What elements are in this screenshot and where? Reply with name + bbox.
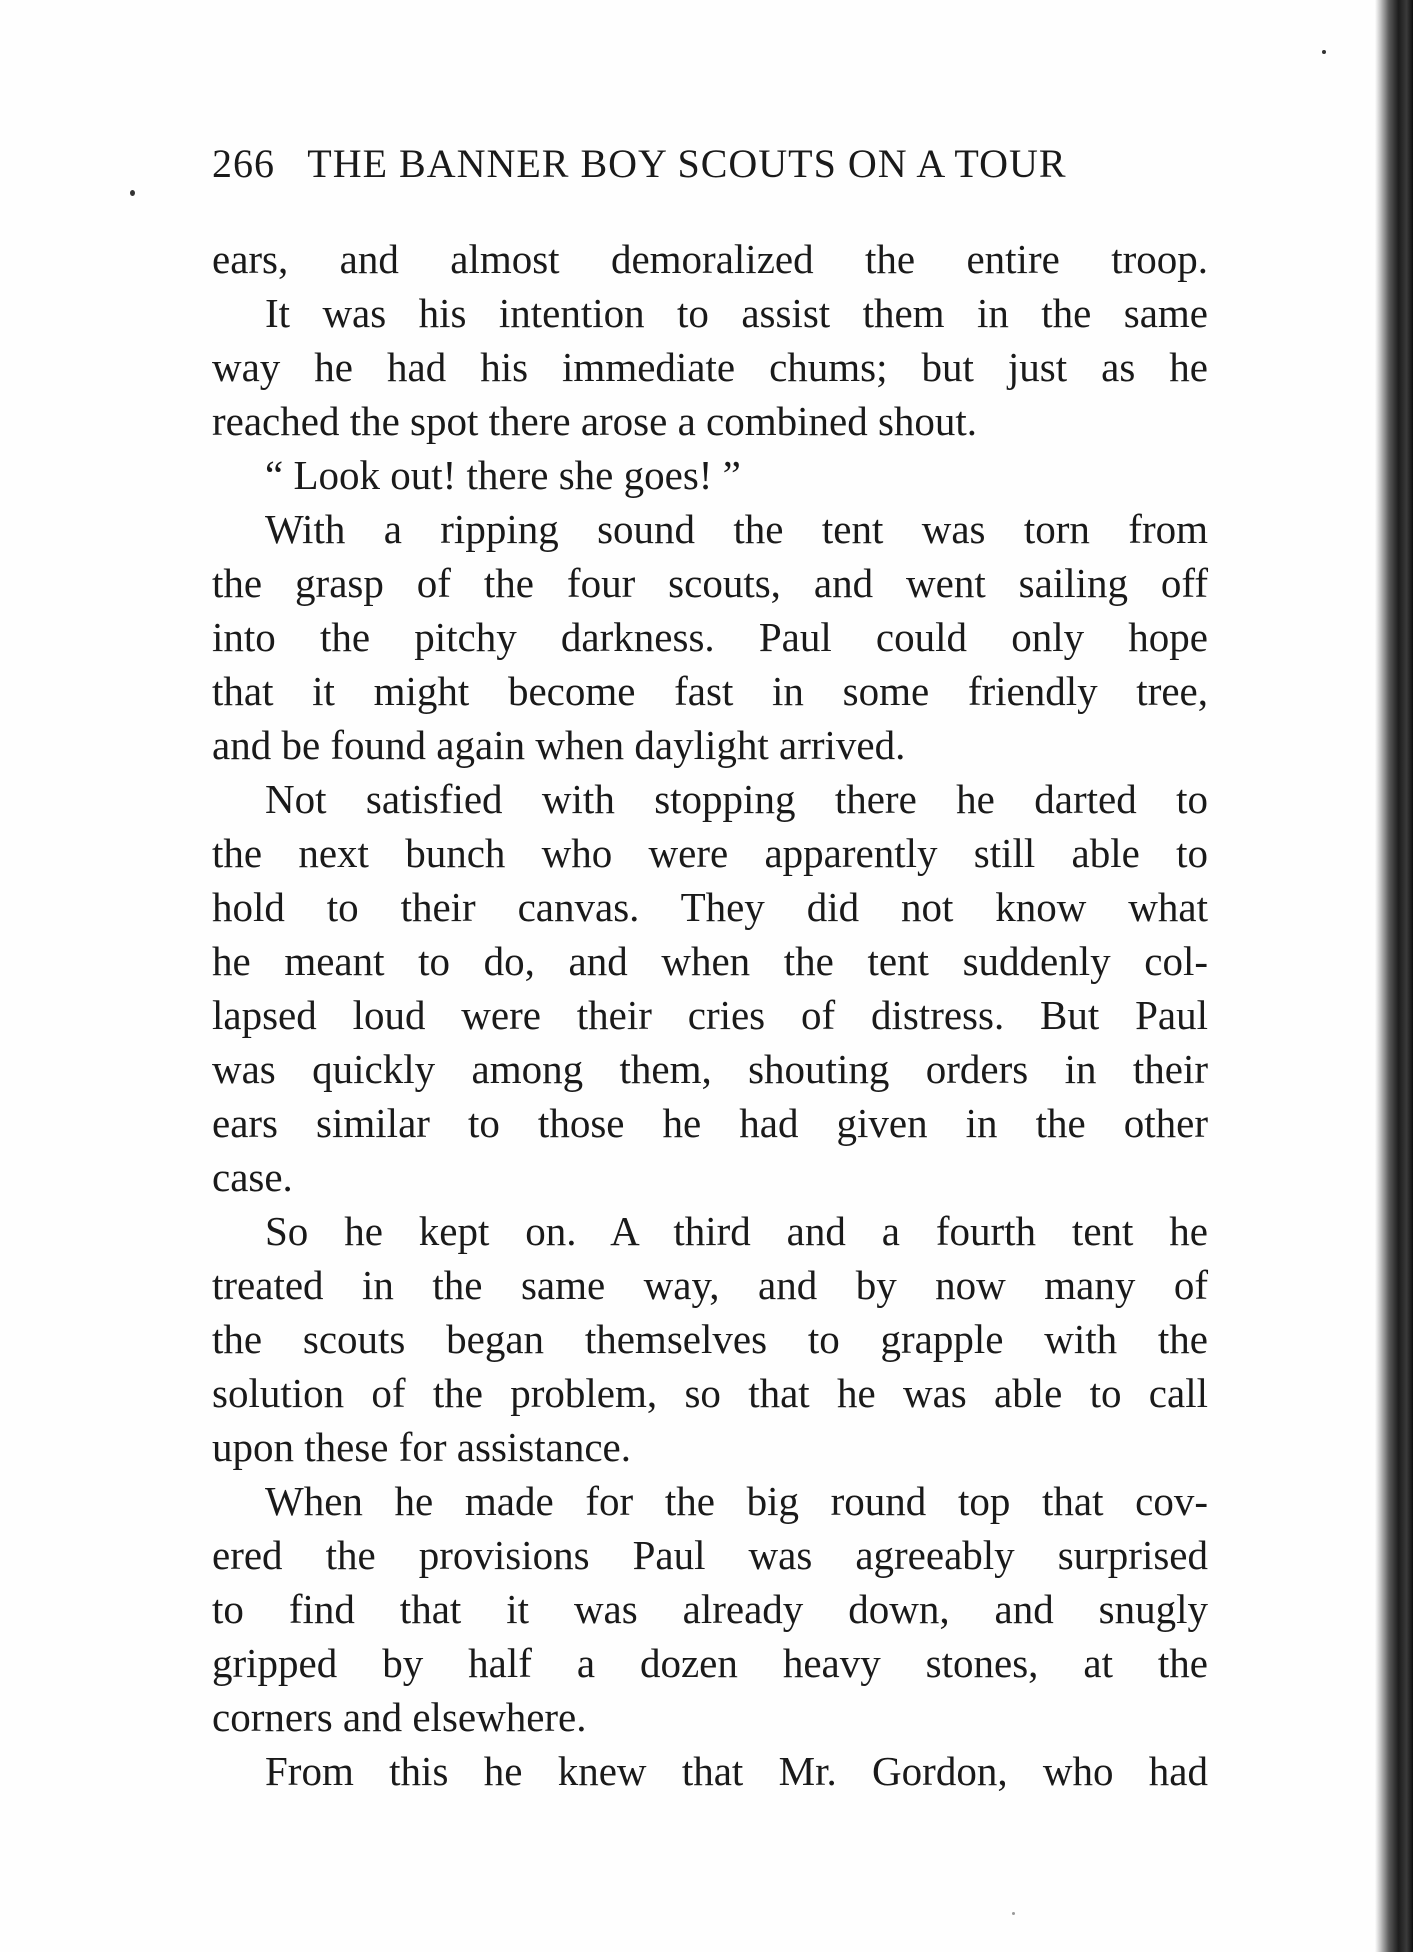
text-line: ears similar to those he had given in the other <box>212 1100 1208 1146</box>
text-line: reached the spot there arose a combined shout. <box>212 398 978 444</box>
text-line: lapsed loud were their cries of distress. But Paul <box>212 992 1208 1038</box>
text-line: case. <box>212 1154 293 1200</box>
text-line: It was his intention to assist them in the same <box>265 290 1208 336</box>
text-line: Not satisfied with stopping there he darted to <box>265 776 1208 822</box>
body-text <box>212 232 1208 1798</box>
text-line: gripped by half a dozen heavy stones, at the <box>212 1640 1208 1686</box>
print-speck <box>1012 1912 1015 1915</box>
text-line: upon these for assistance. <box>212 1424 631 1470</box>
text-line: “ Look out! there she goes! ” <box>265 452 741 498</box>
text-line: the next bunch who were apparently still able to <box>212 830 1208 876</box>
text-line: From this he knew that Mr. Gordon, who had <box>265 1748 1208 1794</box>
text-line: So he kept on. A third and a fourth tent he <box>265 1208 1208 1254</box>
print-speck <box>130 190 135 196</box>
text-line: he meant to do, and when the tent suddenly col- <box>212 938 1208 984</box>
text-line: ered the provisions Paul was agreeably surprised <box>212 1532 1208 1578</box>
text-line: treated in the same way, and by now many of <box>212 1262 1208 1308</box>
text-line: way he had his immediate chums; but just as he <box>212 344 1208 390</box>
text-line: ears, and almost demoralized the entire troop. <box>212 236 1208 282</box>
text-line: to find that it was already down, and snugly <box>212 1586 1208 1632</box>
text-line: and be found again when daylight arrived. <box>212 722 906 768</box>
text-line: was quickly among them, shouting orders in their <box>212 1046 1208 1092</box>
text-line: When he made for the big round top that cov- <box>265 1478 1208 1524</box>
text-line: solution of the problem, so that he was able to call <box>212 1370 1208 1416</box>
text-line: that it might become fast in some friendly tree, <box>212 668 1208 714</box>
text-line: corners and elsewhere. <box>212 1694 587 1740</box>
text-line: With a ripping sound the tent was torn from <box>265 506 1208 552</box>
text-line: into the pitchy darkness. Paul could only hope <box>212 614 1208 660</box>
page-number: 266 <box>212 141 275 186</box>
text-line: the grasp of the four scouts, and went sailing off <box>212 560 1208 606</box>
print-speck <box>1322 50 1326 54</box>
scanned-binding-edge <box>1381 0 1413 1952</box>
running-title: THE BANNER BOY SCOUTS ON A TOUR <box>307 141 1067 186</box>
running-head <box>212 140 1208 187</box>
text-line: hold to their canvas. They did not know what <box>212 884 1208 930</box>
text-line: the scouts began themselves to grapple with the <box>212 1316 1208 1362</box>
